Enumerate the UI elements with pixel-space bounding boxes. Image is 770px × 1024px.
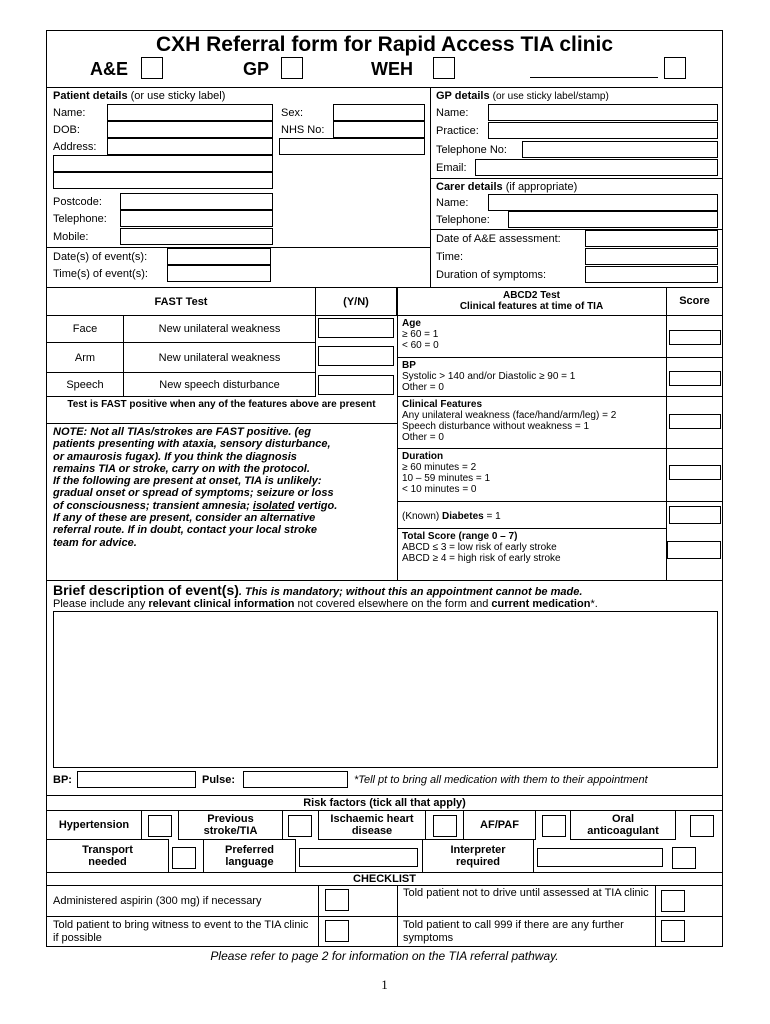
- patient-postcode-label: Postcode:: [53, 196, 102, 208]
- language-label: Preferred language: [203, 839, 296, 873]
- pulse-field[interactable]: [243, 771, 348, 788]
- ae-date-field[interactable]: [585, 230, 718, 247]
- carer-name-label: Name:: [436, 197, 469, 209]
- patient-nhs-field[interactable]: [333, 121, 425, 138]
- gp-email-field[interactable]: [475, 159, 718, 176]
- source-other-line[interactable]: [530, 77, 658, 78]
- fast-arm-desc: New unilateral weakness: [123, 342, 316, 373]
- abcd2-score-header: Score: [679, 295, 710, 307]
- fast-face-field[interactable]: [318, 318, 394, 338]
- interpreter-field[interactable]: [537, 848, 663, 867]
- gp-practice-field[interactable]: [488, 122, 718, 139]
- event-dates-label: Date(s) of event(s):: [53, 251, 148, 263]
- checklist-aspirin: Administered aspirin (300 mg) if necessary: [53, 895, 262, 907]
- abcd2-duration-score[interactable]: [669, 465, 721, 480]
- carer-telephone-label: Telephone:: [436, 214, 490, 226]
- abcd2-total: Total Score (range 0 – 7) ABCD ≤ 3 = low risk of early stroke ABCD ≥ 4 = high risk of early stroke: [402, 531, 561, 564]
- abcd2-bp: BP Systolic > 140 and/or Diastolic ≥ 90 = 1 Other = 0: [402, 360, 576, 393]
- gp-practice-label: Practice:: [436, 125, 479, 137]
- carer-name-field[interactable]: [488, 194, 718, 211]
- source-weh-checkbox[interactable]: [433, 57, 455, 79]
- patient-name-field[interactable]: [107, 104, 273, 121]
- risk-stroke-checkbox[interactable]: [288, 815, 312, 837]
- abcd2-age-score[interactable]: [669, 330, 721, 345]
- pulse-label: Pulse:: [202, 774, 236, 786]
- ae-date-label: Date of A&E assessment:: [436, 233, 561, 245]
- patient-nhs-label: NHS No:: [281, 124, 325, 136]
- fast-face-desc: New unilateral weakness: [123, 315, 316, 343]
- risk-stroke-label: Previous stroke/TIA: [178, 810, 283, 840]
- medication-note: *Tell pt to bring all medication with them to their appointment: [354, 774, 648, 786]
- patient-nhs-field-2[interactable]: [279, 138, 425, 155]
- fast-note: NOTE: Not all TIAs/strokes are FAST positive. (eg patients presenting with ataxia, sensory disturbance, or amaurosis fugax). If you think the diagnosis remains TIA or stroke, carry on with the protocol. If the following are present at onset, TIA is unlikely: gradual onset or spread of symptoms; seizure or loss of consciousness; transient amnesia; isolated vertigo. If any of these are present, consider an alternative referral route. If in doubt, contact your local stroke team for advice.: [53, 426, 338, 549]
- abcd2-duration: Duration ≥ 60 minutes = 2 10 – 59 minutes = 1 < 10 minutes = 0: [402, 451, 491, 495]
- description-instructions: Please include any relevant clinical information not covered elsewhere on the form and current medication*.: [53, 598, 598, 610]
- interpreter-label: Interpreter required: [422, 839, 534, 873]
- patient-dob-label: DOB:: [53, 124, 80, 136]
- event-times-label: Time(s) of event(s):: [53, 268, 148, 280]
- source-gp-checkbox[interactable]: [281, 57, 303, 79]
- checklist-title: CHECKLIST: [353, 873, 416, 885]
- checklist-witness: Told patient to bring witness to event to the TIA clinic if possible: [53, 919, 309, 944]
- fast-arm-label: Arm: [46, 342, 124, 373]
- bp-field[interactable]: [77, 771, 196, 788]
- abcd2-clinical: Clinical Features Any unilateral weakness (face/hand/arm/leg) = 2 Speech disturbance without weakness = 1 Other = 0: [402, 399, 617, 443]
- gp-email-label: Email:: [436, 162, 467, 174]
- gp-telephone-field[interactable]: [522, 141, 718, 158]
- abcd2-diabetes-score[interactable]: [669, 506, 721, 524]
- patient-postcode-field[interactable]: [120, 193, 273, 210]
- carer-heading: Carer details (if appropriate): [436, 181, 578, 193]
- bp-label: BP:: [53, 774, 72, 786]
- abcd2-diabetes: (Known) Diabetes = 1: [402, 511, 501, 522]
- fast-speech-desc: New speech disturbance: [123, 372, 316, 397]
- source-other-checkbox[interactable]: [664, 57, 686, 79]
- gp-telephone-label: Telephone No:: [436, 144, 507, 156]
- carer-telephone-field[interactable]: [508, 211, 718, 228]
- page-number: 1: [381, 977, 388, 992]
- patient-telephone-label: Telephone:: [53, 213, 107, 225]
- description-title: Brief description of event(s). This is mandatory; without this an appointment cannot be made.: [53, 582, 583, 598]
- risk-title: Risk factors (tick all that apply): [303, 797, 466, 809]
- checklist-999-checkbox[interactable]: [661, 920, 685, 942]
- ae-time-field[interactable]: [585, 248, 718, 265]
- checklist-aspirin-checkbox[interactable]: [325, 889, 349, 911]
- source-ae-checkbox[interactable]: [141, 57, 163, 79]
- gp-name-field[interactable]: [488, 104, 718, 121]
- abcd2-bp-score[interactable]: [669, 371, 721, 386]
- ae-time-label: Time:: [436, 251, 464, 263]
- event-times-field[interactable]: [167, 265, 271, 282]
- description-textarea[interactable]: [53, 611, 718, 768]
- patient-address-field-3[interactable]: [53, 172, 273, 189]
- patient-dob-field[interactable]: [107, 121, 273, 138]
- risk-ihd-checkbox[interactable]: [433, 815, 457, 837]
- risk-anticoagulant-label: Oral anticoagulant: [570, 810, 676, 840]
- risk-hypertension-label: Hypertension: [46, 810, 142, 840]
- fast-yn-header: (Y/N): [315, 287, 397, 316]
- event-dates-field[interactable]: [167, 248, 271, 265]
- patient-name-label: Name:: [53, 107, 86, 119]
- fast-speech-label: Speech: [46, 372, 124, 397]
- fast-arm-field[interactable]: [318, 346, 394, 366]
- fast-header: FAST Test: [46, 287, 316, 316]
- abcd2-age: Age ≥ 60 = 1 < 60 = 0: [402, 318, 439, 351]
- footer-note: Please refer to page 2 for information on the TIA referral pathway.: [210, 949, 559, 963]
- source-ae-label: A&E: [90, 59, 129, 79]
- patient-sex-label: Sex:: [281, 107, 304, 119]
- patient-address-field-1[interactable]: [107, 138, 273, 155]
- transport-checkbox[interactable]: [172, 847, 196, 869]
- patient-mobile-field[interactable]: [120, 228, 273, 245]
- risk-anticoagulant-checkbox[interactable]: [690, 815, 714, 837]
- gp-name-label: Name:: [436, 107, 469, 119]
- patient-address-label: Address:: [53, 141, 97, 153]
- checklist-witness-checkbox[interactable]: [325, 920, 349, 942]
- patient-telephone-field[interactable]: [120, 210, 273, 227]
- checklist-drive: Told patient not to drive until assessed at TIA clinic: [403, 887, 649, 899]
- transport-label: Transport needed: [46, 839, 169, 873]
- checklist-999: Told patient to call 999 if there are any further symptoms: [403, 919, 624, 944]
- patient-sex-field[interactable]: [333, 104, 425, 121]
- language-field[interactable]: [299, 848, 418, 867]
- interpreter-checkbox[interactable]: [672, 847, 696, 869]
- duration-label: Duration of symptoms:: [436, 269, 547, 281]
- patient-mobile-label: Mobile:: [53, 231, 89, 243]
- checklist-drive-checkbox[interactable]: [661, 890, 685, 912]
- risk-ihd-label: Ischaemic heart disease: [318, 810, 426, 840]
- risk-hypertension-checkbox[interactable]: [148, 815, 172, 837]
- fast-face-label: Face: [46, 315, 124, 343]
- form-title: CXH Referral form for Rapid Access TIA clinic: [155, 33, 614, 56]
- risk-af-checkbox[interactable]: [542, 815, 566, 837]
- abcd2-total-score[interactable]: [667, 541, 721, 559]
- risk-af-label: AF/PAF: [463, 810, 536, 840]
- gp-heading: GP details (or use sticky label/stamp): [436, 90, 609, 102]
- source-weh-label: WEH: [371, 59, 413, 79]
- fast-speech-field[interactable]: [318, 375, 394, 395]
- patient-address-field-2[interactable]: [53, 155, 273, 172]
- duration-field[interactable]: [585, 266, 718, 283]
- abcd2-clinical-score[interactable]: [669, 414, 721, 429]
- abcd2-header: ABCD2 Test Clinical features at time of TIA: [459, 290, 604, 312]
- patient-heading: Patient details (or use sticky label): [53, 90, 226, 102]
- fast-positive-note: Test is FAST positive when any of the features above are present: [67, 399, 376, 410]
- source-gp-label: GP: [243, 59, 270, 79]
